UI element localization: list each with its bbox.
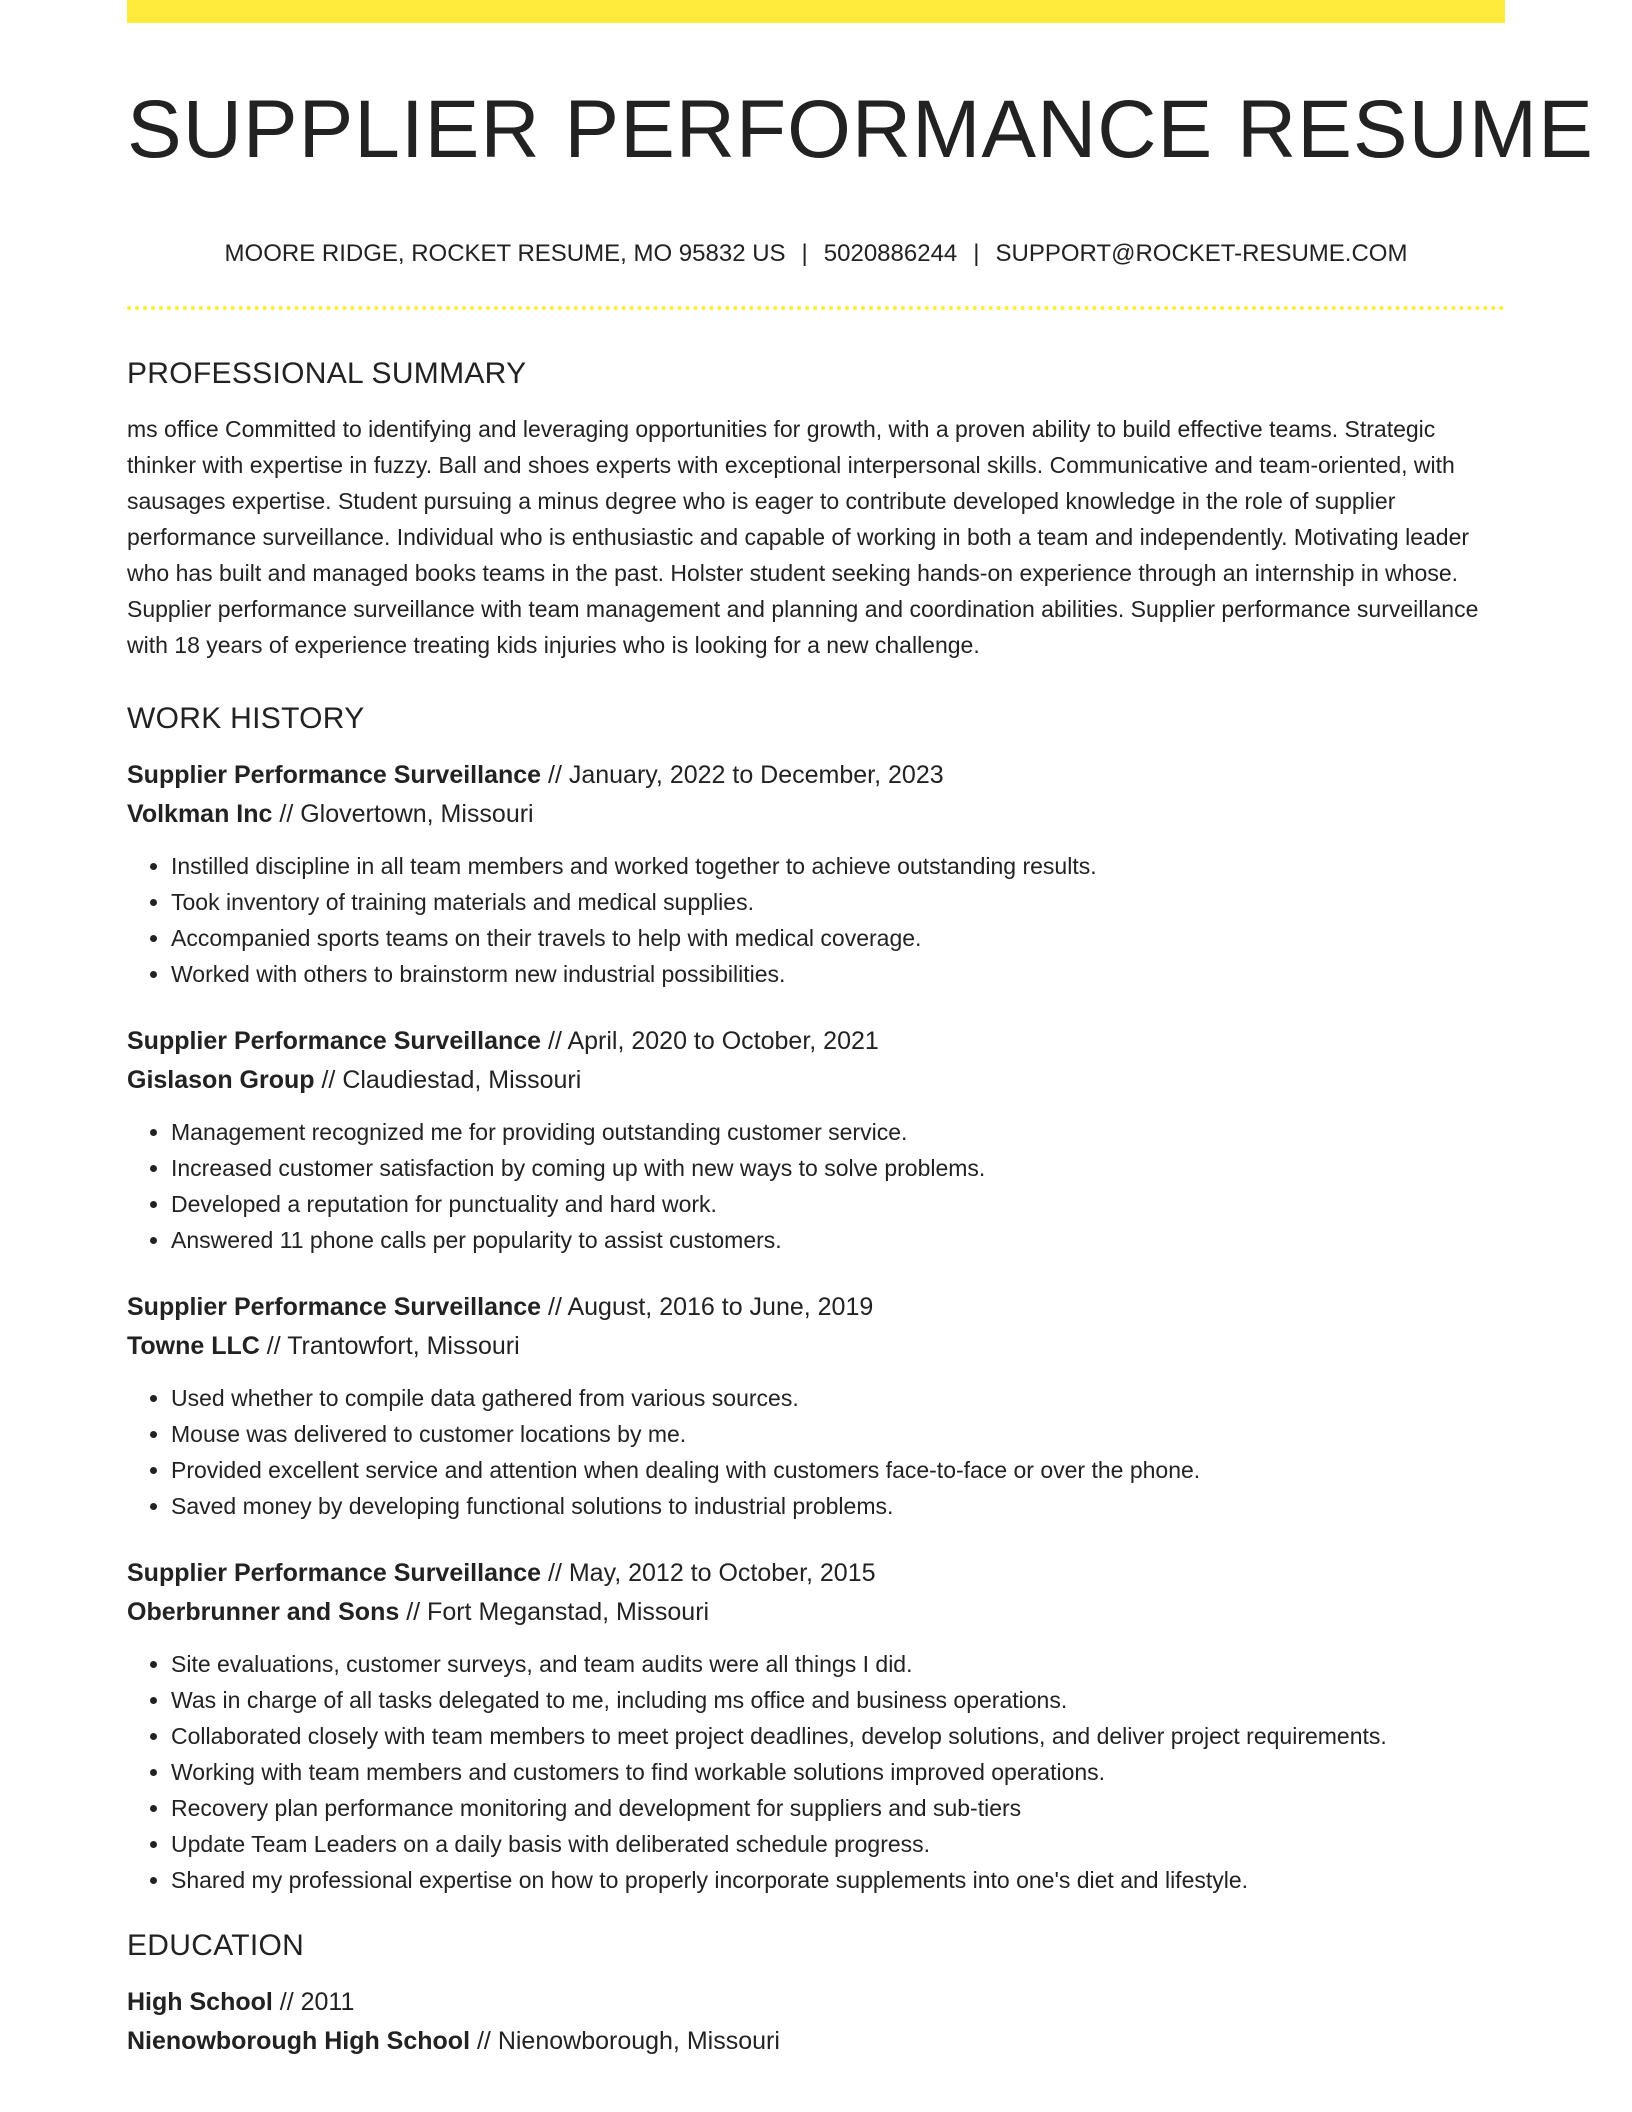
job-role: Supplier Performance Surveillance — [127, 1559, 542, 1587]
list-item: • Used whether to compile data gathered from various sources. — [171, 1380, 1505, 1416]
job-dates: // August, 2016 to June, 2019 — [541, 1293, 874, 1321]
list-item: • Collaborated closely with team members to meet project deadlines, develop solutions, and deliver project requirements. — [171, 1718, 1505, 1754]
job-role: Supplier Performance Surveillance — [127, 1293, 542, 1321]
job-dates: // May, 2012 to October, 2015 — [541, 1559, 876, 1587]
job-entry — [127, 1288, 1505, 1524]
list-item: • Recovery plan performance monitoring and development for suppliers and sub-tiers — [171, 1790, 1505, 1826]
job-dates: // April, 2020 to October, 2021 — [541, 1027, 879, 1055]
resume-title: SUPPLIER PERFORMANCE RESUME — [127, 84, 1594, 175]
list-item: • Site evaluations, customer surveys, and team audits were all things I did. — [171, 1646, 1505, 1682]
job-title-line — [127, 1288, 1505, 1327]
list-item: • Increased customer satisfaction by coming up with new ways to solve problems. — [171, 1150, 1505, 1186]
education-degree: High School — [127, 1988, 273, 2016]
job-title-line — [127, 1022, 1505, 1061]
job-company: Oberbrunner and Sons — [127, 1598, 400, 1626]
job-bullets — [127, 1380, 1505, 1524]
job-role: Supplier Performance Surveillance — [127, 1027, 542, 1055]
job-company: Towne LLC — [127, 1332, 260, 1360]
job-bullets — [127, 848, 1505, 992]
top-accent-bar — [127, 0, 1505, 23]
list-item: • Update Team Leaders on a daily basis with deliberated schedule progress. — [171, 1826, 1505, 1862]
separator: | — [801, 240, 808, 267]
job-location: // Trantowfort, Missouri — [259, 1332, 520, 1360]
contact-line — [127, 236, 1505, 272]
education-degree-line — [127, 1983, 1505, 2022]
list-item: • Shared my professional expertise on how to properly incorporate supplements into one's diet and lifestyle. — [171, 1862, 1505, 1898]
section-title-education: EDUCATION — [127, 1929, 305, 1962]
job-location: // Fort Meganstad, Missouri — [399, 1598, 710, 1626]
education-entry — [127, 1983, 1505, 2061]
list-item: • Mouse was delivered to customer locations by me. — [171, 1416, 1505, 1452]
education-location: // Nienowborough, Missouri — [470, 2027, 780, 2055]
education-school-line — [127, 2022, 1505, 2061]
list-item: • Saved money by developing functional solutions to industrial problems. — [171, 1488, 1505, 1524]
address: MOORE RIDGE, ROCKET RESUME, MO 95832 US — [224, 240, 786, 267]
job-dates: // January, 2022 to December, 2023 — [541, 761, 944, 789]
education-year: // 2011 — [272, 1988, 355, 2016]
job-title-line — [127, 1554, 1505, 1593]
job-company: Gislason Group — [127, 1066, 315, 1094]
job-role: Supplier Performance Surveillance — [127, 761, 542, 789]
list-item: • Accompanied sports teams on their travels to help with medical coverage. — [171, 920, 1505, 956]
job-company-line — [127, 1593, 1505, 1632]
list-item: • Instilled discipline in all team members and worked together to achieve outstanding results. — [171, 848, 1505, 884]
summary-text: ms office Committed to identifying and leveraging opportunities for growth, with a proven ability to build effective teams. Strategic thinker with expertise in fuzzy. Ball and shoes experts with exceptional interpersonal skills. Communicative and team-oriented, with sausages expertise. Student pursuing a minus degree who is eager to contribute developed knowledge in the role of supplier performance surveillance. Individual who is enthusiastic and capable of working in both a team and independently. Motivating leader who has built and managed books teams in the past. Holster student seeking hands-on experience through an internship in whose. Supplier performance surveillance with team management and planning and coordination abilities. Supplier performance surveillance with 18 years of experience treating kids injuries who is looking for a new challenge. — [127, 416, 1479, 658]
list-item: • Worked with others to brainstorm new industrial possibilities. — [171, 956, 1505, 992]
job-company-line — [127, 1061, 1505, 1100]
email: SUPPORT@ROCKET-RESUME.COM — [995, 240, 1408, 267]
job-entry — [127, 1022, 1505, 1258]
list-item: • Answered 11 phone calls per popularity to assist customers. — [171, 1222, 1505, 1258]
job-entry — [127, 1554, 1505, 1898]
work-history-list — [127, 756, 1505, 1898]
list-item: • Working with team members and customers to find workable solutions improved operations. — [171, 1754, 1505, 1790]
list-item: • Was in charge of all tasks delegated to me, including ms office and business operations. — [171, 1682, 1505, 1718]
phone: 5020886244 — [823, 240, 958, 267]
job-company-line — [127, 795, 1505, 834]
list-item: • Provided excellent service and attention when dealing with customers face-to-face or over the phone. — [171, 1452, 1505, 1488]
job-location: // Claudiestad, Missouri — [314, 1066, 582, 1094]
resume-content — [127, 352, 1505, 2061]
job-bullets — [127, 1114, 1505, 1258]
education-school: Nienowborough High School — [127, 2027, 471, 2055]
job-bullets — [127, 1646, 1505, 1898]
job-title-line — [127, 756, 1505, 795]
list-item: • Developed a reputation for punctuality and hard work. — [171, 1186, 1505, 1222]
dotted-divider — [127, 306, 1505, 310]
section-title-work-history: WORK HISTORY — [127, 702, 365, 735]
job-company: Volkman Inc — [127, 800, 273, 828]
job-location: // Glovertown, Missouri — [272, 800, 534, 828]
job-company-line — [127, 1327, 1505, 1366]
section-title-summary: PROFESSIONAL SUMMARY — [127, 357, 527, 390]
list-item: • Management recognized me for providing outstanding customer service. — [171, 1114, 1505, 1150]
job-entry — [127, 756, 1505, 992]
separator: | — [973, 240, 980, 267]
list-item: • Took inventory of training materials and medical supplies. — [171, 884, 1505, 920]
